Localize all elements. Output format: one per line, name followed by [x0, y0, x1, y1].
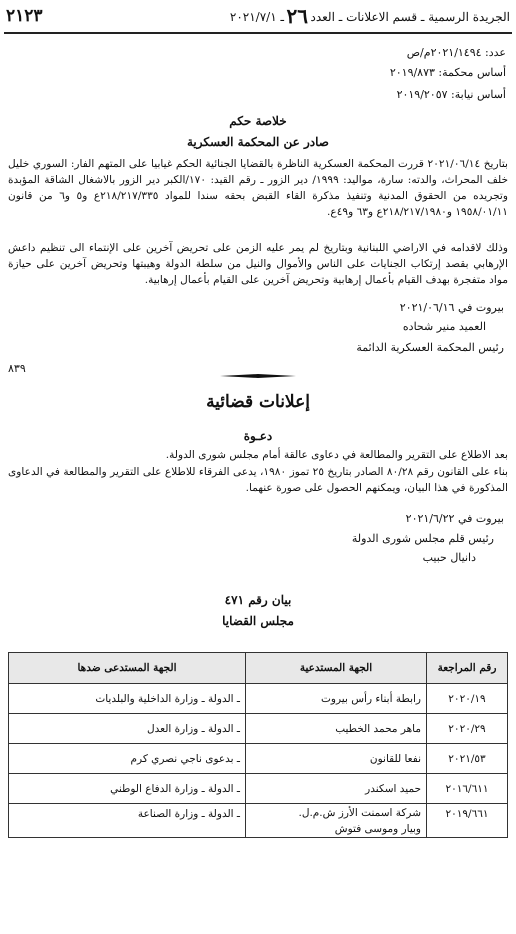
judgment-subtitle: صادر عن المحكمة العسكرية: [187, 135, 329, 149]
case-number-cell: ٢٠١٩/٦٦١: [427, 804, 508, 838]
reference-number: ٨٣٩: [8, 362, 26, 375]
respondent-cell: ـ الدولة ـ وزارة الدفاع الوطني: [9, 774, 246, 804]
judgment-title: خلاصة حكم: [229, 114, 287, 128]
header-rule: [4, 32, 512, 34]
legal-basis-paragraph: بناء على القانون رقم ٨٠/٢٨ الصادر بتاريخ ٢٥ تموز ١٩٨٠، يدعى الفرقاء للاطلاع على التقرير والمطالعة في الدعاوى المذكورة في هذا البيان، ويمكنهم الحصول على صورة عنهما.: [8, 466, 509, 494]
judgment-place-date: بيروت في ٢٠٢١/٠٦/١٦: [399, 301, 504, 314]
applicant-cell: رابطة أبناء رأس بيروت: [246, 684, 427, 714]
issue-date: ـ ٢٠٢١/٧/١: [229, 10, 284, 24]
issue-number: ٢٦: [286, 4, 308, 28]
cases-table: [8, 652, 508, 838]
applicant-line: وبيار وموسى فتوش: [334, 822, 421, 835]
gazette-title: الجريدة الرسمية ـ قسم الاعلانات ـ العدد: [310, 10, 510, 24]
prosecution-basis: أساس نيابة: ٢٠١٩/٢٠٥٧: [396, 88, 506, 101]
invitation-paragraph: بعد الاطلاع على التقرير والمطالعة في دعاوى عالقة أمام مجلس شورى الدولة.: [165, 449, 508, 461]
notice-signatory-title: رئيس قلم مجلس شورى الدولة: [351, 532, 494, 545]
section-divider: [220, 374, 296, 378]
page-number: ٢١٢٣: [6, 6, 43, 26]
applicant-cell: [246, 804, 427, 838]
case-number-cell: ٢٠٢٠/٢٩: [427, 714, 508, 744]
judgment-charges-paragraph: وذلك لاقدامه في الاراضي اللبنانية وبتاريخ لم يمر عليه الزمن على تحريض آخرين على الإنتماء الى تنظيم داعش الإرهابي بقصد إرتكاب الجنايات على الناس والأموال والنيل من سلطة الدولة وهيبتها وتحريض آخرين على حيازة مواد متفجرة بهدف القيام بأعمال إرهابية وتحريض آخرين على القيام بأعمال إرهابية.: [8, 242, 508, 286]
column-header-applicant: الجهة المستدعية: [246, 653, 427, 684]
notice-place-date: بيروت في ٢٠٢١/٦/٢٢: [405, 512, 504, 525]
judgment-paragraph: بتاريخ ٢٠٢١/٠٦/١٤ قررت المحكمة العسكرية الناظرة بالقضايا الجنائية الحكم غيابيا على المتهم الفار: السوري خليل خلف المحراث، والدته: سارة، مواليد: ١٩٩٩/ دير الزور ـ رقم القيد: ١٧٠/الكبر دير الزور بالاشغال الشاقة المؤبدة وتجريده من الحقوق المدنية وتنفيذ مذكرة القاء القبض بحقه سندا للمواد ٢١٨/٢١٧/٣٣٥ع و٥ و٦ من قانون ١٩٥٨/٠١/١١ و٢١٨/٢١٧/١٩٨٠ع و٦٣ و٤٩ع.: [8, 158, 508, 218]
table-row: [9, 774, 508, 804]
respondent-cell: ـ الدولة ـ وزارة الصناعة: [9, 804, 246, 838]
statement-title: بيان رقم ٤٧١: [224, 593, 292, 607]
applicant-cell: نفعا للقانون: [246, 744, 427, 774]
table-row: [9, 804, 508, 838]
applicant-cell: ماهر محمد الخطيب: [246, 714, 427, 744]
respondent-cell: ـ الدولة ـ وزارة الداخلية والبلديات: [9, 684, 246, 714]
table-row: [9, 684, 508, 714]
table-row: [9, 744, 508, 774]
column-header-number: رقم المراجعة: [427, 653, 508, 684]
applicant-line: شركة اسمنت الأرز ش.م.ل.: [298, 806, 421, 819]
court-basis: أساس محكمة: ٢٠١٩/٨٧٣: [389, 66, 506, 79]
judgment-signatory-title: رئيس المحكمة العسكرية الدائمة: [356, 341, 504, 354]
section-title: إعلانات قضائية: [206, 392, 310, 412]
judgment-signatory: العميد منير شحاده: [402, 320, 486, 333]
respondent-cell: ـ بدعوى ناجي نصري كرم: [9, 744, 246, 774]
case-number-cell: ٢٠٢٠/١٩: [427, 684, 508, 714]
applicant-cell: حميد اسكندر: [246, 774, 427, 804]
statement-subtitle: مجلس القضايا: [222, 614, 294, 628]
table-row: [9, 714, 508, 744]
case-number-cell: ٢٠١٦/٦١١: [427, 774, 508, 804]
notice-signatory: دانيال حبيب: [422, 551, 476, 564]
page-header: [0, 0, 516, 34]
case-number: عدد: ٢٠٢١/١٤٩٤م/ص: [406, 46, 506, 59]
column-header-respondent: الجهة المستدعى ضدها: [9, 653, 246, 684]
case-number-cell: ٢٠٢١/٥٣: [427, 744, 508, 774]
respondent-cell: ـ الدولة ـ وزارة العدل: [9, 714, 246, 744]
invitation-title: دعـوة: [243, 429, 273, 443]
table-header-row: [9, 653, 508, 684]
